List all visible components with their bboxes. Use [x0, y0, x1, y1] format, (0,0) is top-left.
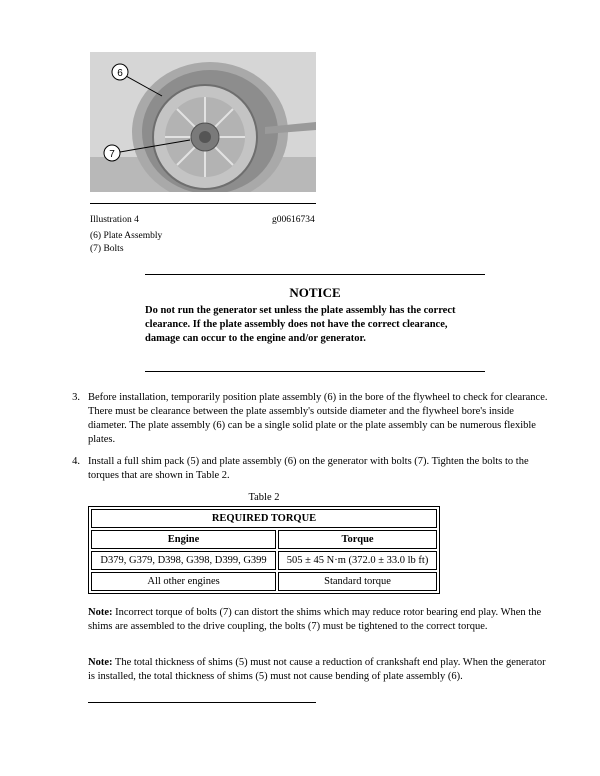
table-row	[91, 572, 437, 591]
table-caption: Table 2	[248, 492, 280, 503]
note-paragraph	[88, 606, 548, 634]
section-end-divider	[88, 702, 316, 703]
table-header-row	[91, 530, 437, 549]
note-label: Note:	[88, 607, 113, 618]
notice-divider-bottom	[145, 371, 485, 372]
column-header-engine: Engine	[91, 530, 276, 549]
notice-divider-top	[145, 274, 485, 275]
column-header-torque: Torque	[278, 530, 437, 549]
table-cell-engine: D379, G379, D398, G398, D399, G399	[91, 551, 276, 570]
table-cell-torque: Standard torque	[278, 572, 437, 591]
table-cell-engine: All other engines	[91, 572, 276, 591]
table-title: REQUIRED TORQUE	[91, 509, 437, 528]
figure-legend-item: (7) Bolts	[90, 244, 124, 254]
figure-divider	[90, 203, 316, 204]
flywheel-plate-image	[90, 52, 316, 192]
step-number: 3.	[72, 392, 80, 403]
note-paragraph	[88, 656, 548, 684]
step-text: Before installation, temporarily position plate assembly (6) in the bore of the flywheel to check for clearance. There must be clearance between the plate assembly's outside diameter and the flywheel bore's inside diameter. The plate assembly (6) can be a single solid plate or the plate assembly can be numerous flexible plates.	[88, 392, 548, 445]
figure-caption-title: Illustration 4	[90, 215, 139, 225]
table-title-row	[91, 509, 437, 528]
table-row	[91, 551, 437, 570]
note-label: Note:	[88, 657, 113, 668]
note-text: Incorrect torque of bolts (7) can distort the shims which may reduce rotor bearing end play. When the shims are assembled to the drive coupling, the bolts (7) must be tightened to the correct torque.	[88, 607, 542, 632]
figure-caption-id: g00616734	[272, 215, 315, 225]
callout-7: 7	[109, 149, 115, 160]
figure-legend-item: (6) Plate Assembly	[90, 231, 163, 241]
step-text: Install a full shim pack (5) and plate assembly (6) on the generator with bolts (7). Tighten the bolts to the torques that are shown in Table 2.	[88, 456, 529, 481]
table-cell-torque: 505 ± 45 N·m (372.0 ± 33.0 lb ft)	[278, 551, 437, 570]
torque-table	[88, 506, 440, 594]
notice-heading: NOTICE	[289, 285, 341, 300]
step-number: 4.	[72, 456, 80, 467]
illustration-photo	[90, 52, 316, 192]
note-text: The total thickness of shims (5) must not cause a reduction of crankshaft end play. When the generator is installed, the total thickness of shims (5) must not cause bending of plate assembly (6).	[88, 657, 546, 682]
callout-6: 6	[117, 68, 123, 79]
notice-text: Do not run the generator set unless the plate assembly has the correct clearance. If the plate assembly does not have the correct clearance, damage can occur to the engine and/or generator.	[145, 305, 456, 344]
